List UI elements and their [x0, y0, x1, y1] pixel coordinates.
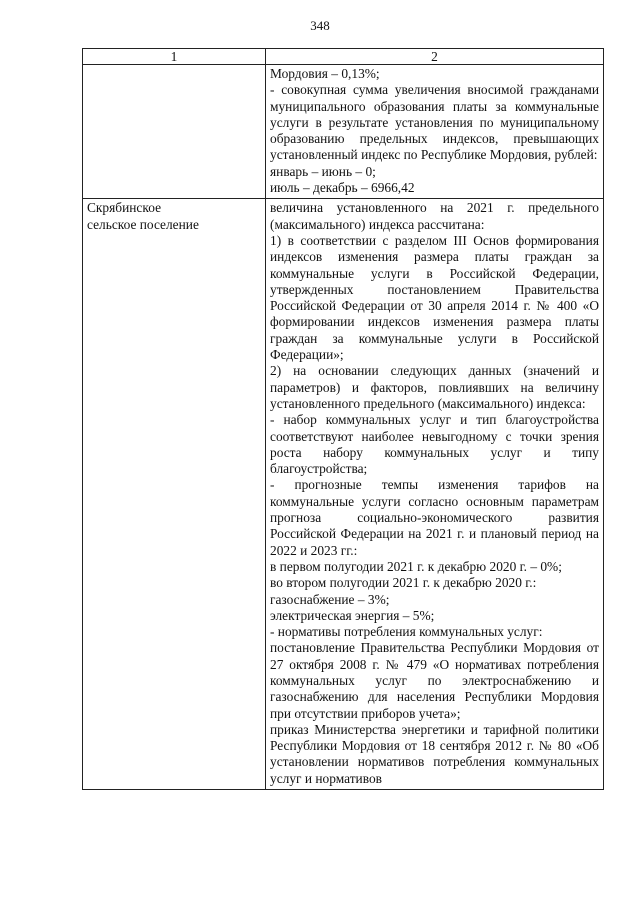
text-line: - прогнозные темпы изменения тарифов на коммунальные услуги согласно основным параметрам прогноза социально-экономического развития Российской Федерации на 2021 г. и плановый период на 2022 и 2023 гг.:	[270, 477, 599, 558]
text-line: январь – июнь – 0;	[270, 163, 376, 179]
document-table	[82, 48, 604, 790]
page-number: 348	[310, 18, 330, 33]
text-line: постановление Правительства Республики Мордовия от 27 октября 2008 г. № 479 «О нормативах потребления коммунальных услуг по электроснабжению и газоснабжению для населения Республики Мордовия при отсутствии приборов учета»;	[270, 640, 599, 721]
text-line: - набор коммунальных услуг и тип благоустройства соответствуют наиболее невыгодному с точки зрения роста набору коммунальных услуг и типу благоустройства;	[270, 412, 599, 477]
row-2-column-1	[83, 199, 266, 790]
text-line: во втором полугодии 2021 г. к декабрю 2020 г.:	[270, 575, 537, 591]
text-line: величина установленного на 2021 г. предельного (максимального) индекса рассчитана:	[270, 200, 599, 232]
text-line: - нормативы потребления коммунальных услуг:	[270, 624, 543, 640]
text-line: газоснабжение – 3%;	[270, 591, 390, 607]
table-row	[83, 199, 604, 790]
text-line: приказ Министерства энергетики и тарифной политики Республики Мордовия от 18 сентября 2012 г. № 80 «Об установлении нормативов потребления коммунальных услуг и нормативов	[270, 721, 599, 786]
municipality-name: Скрябинское сельское поселение	[87, 200, 199, 232]
text-line: июль – декабрь – 6966,42	[270, 180, 415, 196]
table-row	[83, 65, 604, 199]
text-line: электрическая энергия – 5%;	[270, 607, 435, 623]
table-header-row	[83, 49, 604, 65]
text-line: Мордовия – 0,13%;	[270, 66, 380, 81]
column-header-1: 1	[83, 49, 266, 65]
row-1-column-2	[266, 65, 604, 199]
row-2-column-2	[266, 199, 604, 790]
text-line: - совокупная сумма увеличения вносимой гражданами муниципального образования платы за коммунальные услуги в результате установления по муниципальному образованию предельных индексов, превышающих установленный индекс по Республике Мордовия, рублей:	[270, 82, 599, 163]
column-header-2: 2	[266, 49, 604, 65]
row-1-column-1	[83, 65, 266, 199]
text-line: 2) на основании следующих данных (значений и параметров) и факторов, повлиявших на величину установленного предельного (максимального) индекса:	[270, 363, 599, 411]
text-line: в первом полугодии 2021 г. к декабрю 2020 г. – 0%;	[270, 558, 562, 574]
text-line: 1) в соответствии с разделом III Основ формирования индексов изменения размера платы граждан за коммунальные услуги в Российской Федерации, утвержденных постановлением Правительства Российской Федерации от 30 апреля 2014 г. № 400 «О формировании индексов изменения размера платы граждан за коммунальные услуги в Российской Федерации»;	[270, 232, 599, 363]
